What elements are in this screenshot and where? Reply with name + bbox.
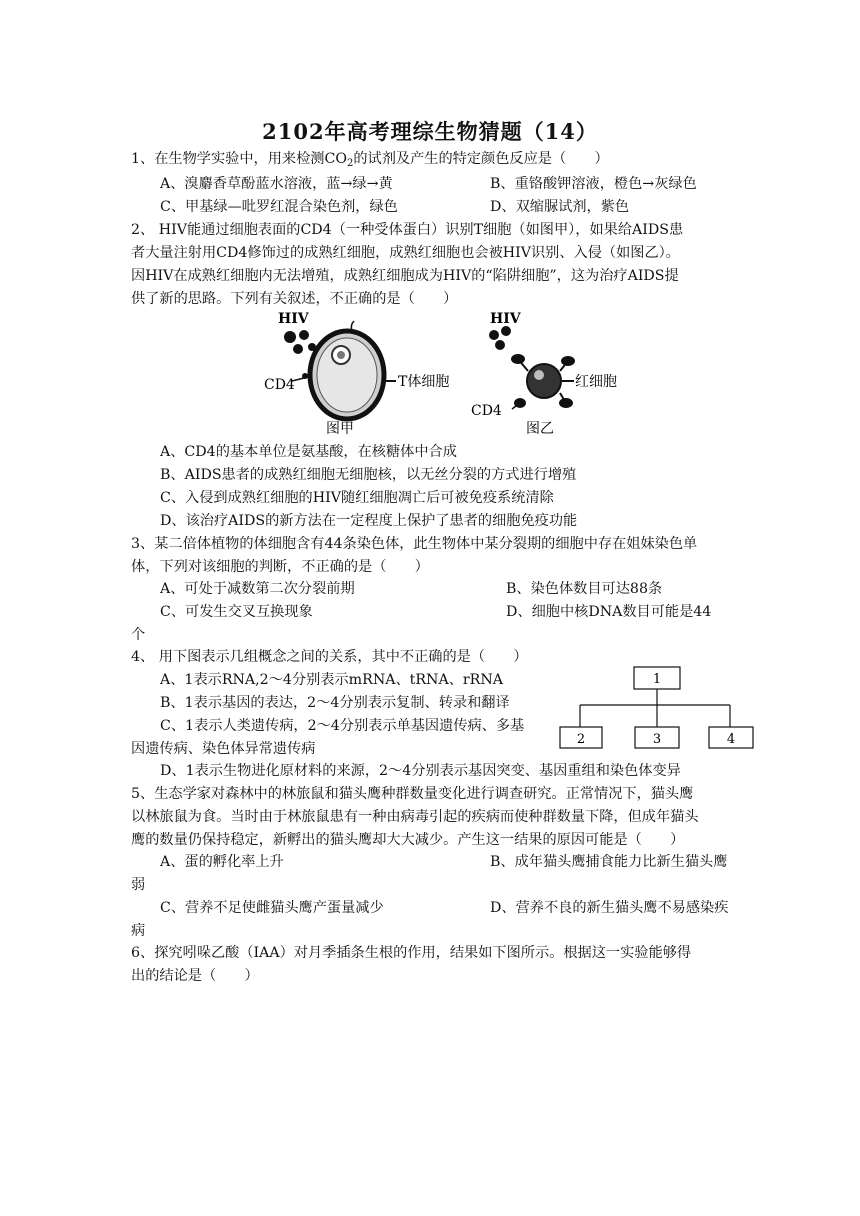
q1-stem-sub: 2 xyxy=(346,158,354,169)
q5-option-a: A、蛋的孵化率上升 xyxy=(160,854,284,870)
tree-node-4-label: 4 xyxy=(726,732,736,747)
q1-stem xyxy=(131,150,609,173)
fig-b-hiv-label: HIV xyxy=(490,311,521,327)
fig-a-hiv-label: HIV xyxy=(278,311,309,327)
q3-option-a: A、可处于减数第二次分裂前期 xyxy=(160,581,355,597)
tree-node-3-label: 3 xyxy=(652,732,662,747)
q4-option-d: D、1表示生物进化原材料的来源，2～4分别表示基因突变、基因重组和染色体变异 xyxy=(160,763,681,779)
fig-a-caption: 图甲 xyxy=(326,421,354,437)
q6-stem-line2: 出的结论是（ ） xyxy=(131,968,259,984)
hiv-cell-figure xyxy=(262,305,622,437)
q4-option-a: A、1表示RNA,2～4分别表示mRNA、tRNA、rRNA xyxy=(160,672,504,688)
tree-node-2-label: 2 xyxy=(576,732,586,747)
q3-option-c: C、可发生交叉互换现象 xyxy=(160,604,313,620)
concept-tree-diagram xyxy=(558,663,758,753)
q3-option-b: B、染色体数目可达88条 xyxy=(506,581,663,597)
q4-option-c: C、1表示人类遗传病，2～4分别表示单基因遗传病、多基 xyxy=(160,718,525,734)
t-cell-illustration xyxy=(284,321,396,419)
tree-node-1-label: 1 xyxy=(652,672,662,687)
q2-option-d: D、该治疗AIDS的新方法在一定程度上保护了患者的细胞免疫功能 xyxy=(160,513,578,529)
q4-stem: 4、 用下图表示几组概念之间的关系，其中不正确的是（ ） xyxy=(131,649,528,665)
q5-option-d-wrap: 病 xyxy=(131,923,146,939)
q4-option-c-wrap: 因遗传病、染色体异常遗传病 xyxy=(131,741,316,757)
q5-stem-line3: 鹰的数量仍保持稳定，新孵出的猫头鹰却大大减少。产生这一结果的原因可能是（ ） xyxy=(131,832,685,848)
fig-b-caption: 图乙 xyxy=(526,421,554,437)
q5-stem-line2: 以林旅鼠为食。当时由于林旅鼠患有一种由病毒引起的疾病而使种群数量下降，但成年猫头 xyxy=(131,809,699,825)
fig-a-cd4-label: CD4 xyxy=(264,377,295,393)
q3-option-d-wrap: 个 xyxy=(131,627,146,643)
q5-option-c: C、营养不足使雌猫头鹰产蛋量减少 xyxy=(160,900,384,916)
q2-option-b: B、AIDS患者的成熟红细胞无细胞核，以无丝分裂的方式进行增殖 xyxy=(160,467,577,483)
q1-option-a: A、溴麝香草酚蓝水溶液，蓝→绿→黄 xyxy=(160,176,393,192)
q2-stem-line2: 者大量注射用CD4修饰过的成熟红细胞，成熟红细胞也会被HIV识别、入侵（如图乙）。 xyxy=(131,245,680,261)
q6-stem-line1: 6、探究吲哚乙酸（IAA）对月季插条生根的作用，结果如下图所示。根据这一实验能够得 xyxy=(131,945,692,961)
page-title: 2102年高考理综生物猜题（14） xyxy=(262,119,598,144)
fig-b-rbc-label: 红细胞 xyxy=(575,374,617,390)
q5-option-d: D、营养不良的新生猫头鹰不易感染疾 xyxy=(490,900,729,916)
fig-a-tcell-label: T体细胞 xyxy=(398,374,450,390)
q2-stem-line1: 2、 HIV能通过细胞表面的CD4（一种受体蛋白）识别T细胞（如图甲），如果给AIDS患 xyxy=(131,222,684,238)
q4-option-b: B、1表示基因的表达，2～4分别表示复制、转录和翻译 xyxy=(160,695,510,711)
q1-stem-pre: 1、在生物学实验中，用来检测CO xyxy=(131,151,347,167)
q1-stem-post: 的试剂及产生的特定颜色反应是（ ） xyxy=(353,151,609,167)
q3-stem-line2: 体，下列对该细胞的判断，不正确的是（ ） xyxy=(131,559,429,575)
q3-option-d: D、细胞中核DNA数目可能是44 xyxy=(506,604,712,620)
fig-b-cd4-label: CD4 xyxy=(471,403,502,419)
q2-option-c: C、入侵到成熟红细胞的HIV随红细胞凋亡后可被免疫系统清除 xyxy=(160,490,554,506)
q5-stem-line1: 5、生态学家对森林中的林旅鼠和猫头鹰种群数量变化进行调查研究。正常情况下，猫头鹰 xyxy=(131,786,694,802)
q2-option-a: A、CD4的基本单位是氨基酸，在核糖体中合成 xyxy=(160,444,457,460)
q1-option-c: C、甲基绿—吡罗红混合染色剂，绿色 xyxy=(160,199,398,215)
q3-stem-line1: 3、某二倍体植物的体细胞含有44条染色体，此生物体中某分裂期的细胞中存在姐妹染色单 xyxy=(131,536,698,552)
q1-option-d: D、双缩脲试剂，紫色 xyxy=(490,199,630,215)
q2-stem-line4: 供了新的思路。下列有关叙述，不正确的是（ ） xyxy=(131,291,458,307)
red-blood-cell-illustration xyxy=(489,326,575,409)
q5-option-b-wrap: 弱 xyxy=(131,877,146,893)
q5-option-b: B、成年猫头鹰捕食能力比新生猫头鹰 xyxy=(490,854,728,870)
q2-stem-line3: 因HIV在成熟红细胞内无法增殖，成熟红细胞成为HIV的“陷阱细胞”，这为治疗AIDS提 xyxy=(131,268,679,284)
q1-option-b: B、重铬酸钾溶液，橙色→灰绿色 xyxy=(490,176,697,192)
